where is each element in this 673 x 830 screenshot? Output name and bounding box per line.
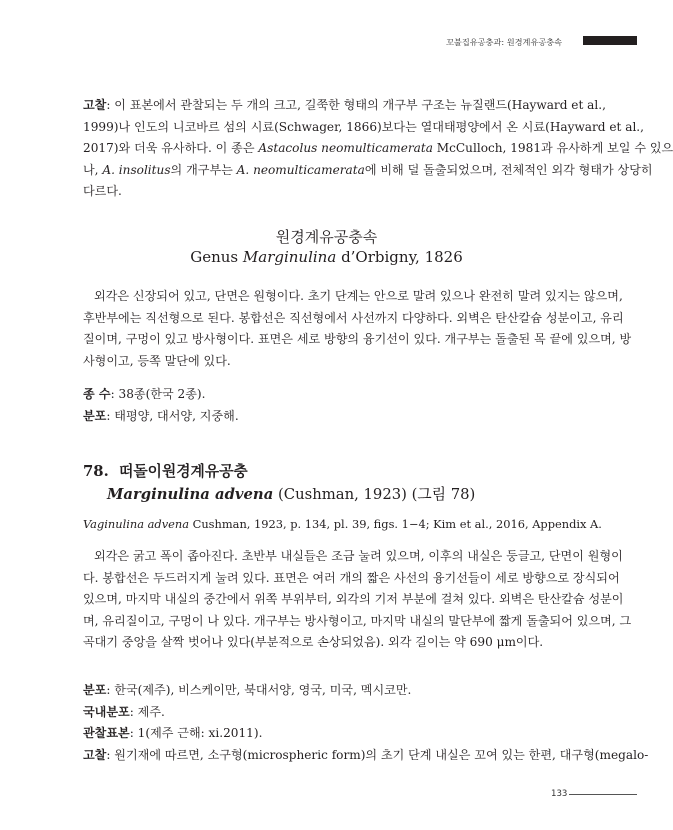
genus-title-ko: 원경계유공충속 xyxy=(275,228,378,246)
header-bar xyxy=(583,36,637,45)
text-line: 1999)나 인도의 니코바르 섬의 시료(Schwager, 1866)보다는 열대태평양에서 온 시료(Hayward et al., xyxy=(83,119,644,134)
text-line: 다르다. xyxy=(83,184,122,199)
text-line: 후반부에는 직선형으로 된다. 봉합선은 직선형에서 사선까지 다양하다. 외벽은 탄산칼슘 성분이고, 유리 xyxy=(83,310,624,325)
text-line: 외각은 신장되어 있고, 단면은 원형이다. 초기 단계는 안으로 말려 있으나 완전히 말려 있지는 않으며, xyxy=(94,289,623,303)
species-remark: 고찰: 원기재에 따르면, 소구형(microspheric form)의 초기 단계 내실은 꼬여 있는 한편, 대구형(megalo- xyxy=(83,747,649,762)
text-line: 곡대기 중앙을 살짝 벗어나 있다(부분적으로 손상되었음). 외각 길이는 약 690 μm이다. xyxy=(83,635,544,650)
domestic-distribution: 국내분포: 제주. xyxy=(83,704,165,719)
text-line: 며, 유리질이고, 구멍이 나 있다. 개구부는 방사형이고, 마지막 내실의 말단부에 짧게 돌출되어 있으며, 그 xyxy=(83,613,632,628)
remark-paragraph xyxy=(83,95,673,203)
text-line: 고찰: 이 표본에서 관찰되는 두 개의 크고, 길쭉한 형태의 개구부 구조는 뉴질랜드(Hayward et al., xyxy=(83,98,606,112)
genus-facts xyxy=(83,384,570,427)
genus-description xyxy=(83,286,632,372)
text-line: 다. 봉합선은 두드러지게 눌려 있다. 표면은 여러 개의 짧은 사선의 융기선들이 세로 방향으로 장식되어 xyxy=(83,570,620,585)
page-number: 133 xyxy=(551,789,568,799)
text-line: 2017)와 더욱 유사하다. 이 종은 Astacolus neomulticamerata McCulloch, 1981과 유사하게 보일 수 있으 xyxy=(83,141,673,156)
species-distribution: 분포: 한국(제주), 비스케이만, 북대서양, 영국, 미국, 멕시코만. xyxy=(83,683,412,697)
text-line: 질이며, 구멍이 있고 방사형이다. 표면은 세로 방향의 융기선이 있다. 개구부는 돌출된 목 끝에 있으며, 방 xyxy=(83,332,632,347)
footer-rule xyxy=(569,794,637,795)
text-line: 있으며, 마지막 내실의 중간에서 위쪽 부위부터, 외각의 기저 부분에 걸쳐 있다. 외벽은 탄산칼슘 성분이 xyxy=(83,592,624,607)
synonymy: Vaginulina advena Cushman, 1923, p. 134, pl. 39, figs. 1−4; Kim et al., 2016, Appendix A. xyxy=(83,517,602,531)
remark-label: 고찰 xyxy=(83,98,107,112)
running-title: 꼬불집유공충과: 원경계유공충속 xyxy=(446,37,563,47)
species-description xyxy=(83,546,632,654)
observed-specimens: 관찰표본: 1(제주 근해: xi.2011). xyxy=(83,726,263,741)
genus-title-en: Genus Marginulina d’Orbigny, 1826 xyxy=(190,248,463,266)
text-line: 사형이고, 등쪽 말단에 있다. xyxy=(83,353,231,368)
species-name-ko: 떠돌이원경계유공충 xyxy=(119,463,248,480)
text-line: 나, A. insolitus의 개구부는 A. neomulticamerata에 비해 덜 돌출되었으며, 전체적인 외각 형태가 상당히 xyxy=(83,162,653,177)
species-number: 78. xyxy=(83,463,109,480)
species-facts xyxy=(83,680,649,766)
species-scientific-name: Marginulina advena (Cushman, 1923) (그림 78) xyxy=(107,486,476,503)
genus-distribution: 분포: 태평양, 대서양, 지중해. xyxy=(83,408,239,423)
species-heading xyxy=(83,460,248,481)
species-count: 종 수: 38종(한국 2종). xyxy=(83,387,206,401)
text-line: 외각은 굵고 폭이 좁아진다. 초반부 내실들은 조금 눌려 있으며, 이후의 내실은 둥글고, 단면이 원형이 xyxy=(94,549,623,563)
